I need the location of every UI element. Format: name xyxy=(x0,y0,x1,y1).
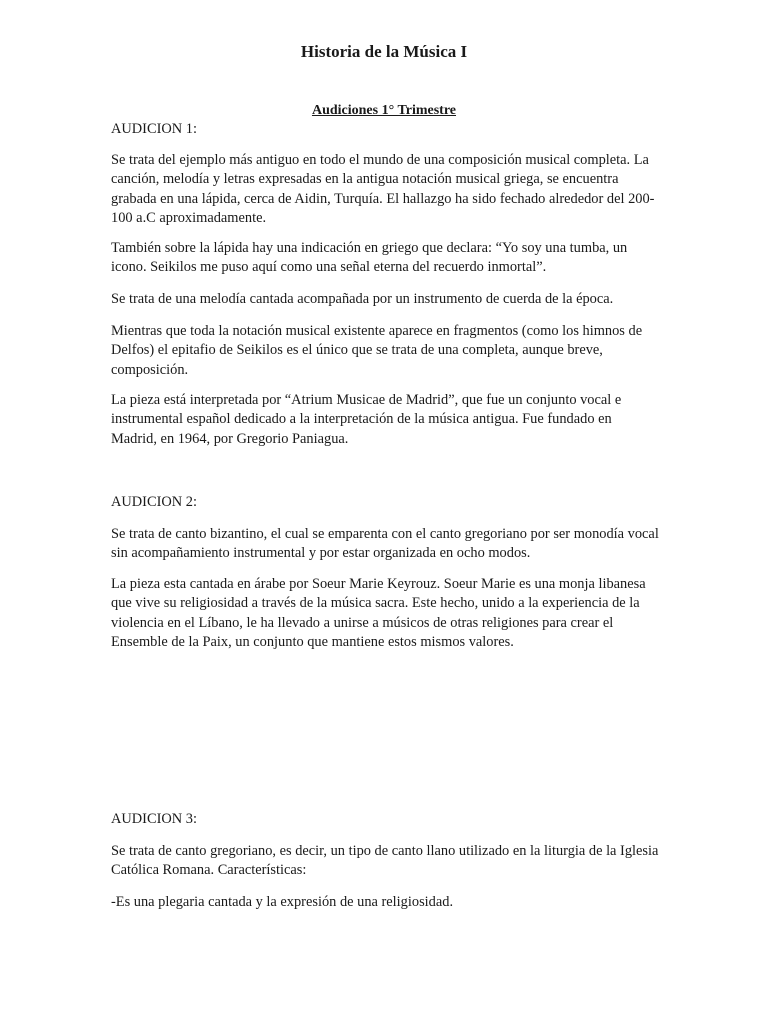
section-1-paragraph-5: La pieza está interpretada por “Atrium Musicae de Madrid”, que fue un conjunto vocal e instrumental español dedicado a la interpretación de la música antigua. Fue fundado en Madrid, en 1964, por Gregorio Paniagua. xyxy=(111,392,622,447)
document-subtitle: Audiciones 1° Trimestre xyxy=(311,103,457,118)
section-1-paragraph-4: Mientras que toda la notación musical existente aparece en fragmentos (como los himnos de Delfos) el epitafio de Seikilos es el único que se trata de una completa, aunque breve, composición. xyxy=(111,323,643,378)
section-2-heading: AUDICION 2: xyxy=(111,494,197,510)
section-1-heading: AUDICION 1: xyxy=(111,121,197,137)
section-3-paragraph-2: -Es una plegaria cantada y la expresión de una religiosidad. xyxy=(111,894,454,910)
section-1-paragraph-2: También sobre la lápida hay una indicación en griego que declara: “Yo soy una tumba, un icono. Seikilos me puso aquí como una señal eterna del recuerdo inmortal”. xyxy=(111,240,628,276)
section-3-heading: AUDICION 3: xyxy=(111,811,197,827)
document-title: Historia de la Música I xyxy=(300,42,468,61)
section-1-paragraph-3: Se trata de una melodía cantada acompañada por un instrumento de cuerda de la época. xyxy=(111,291,614,307)
section-2-paragraph-1: Se trata de canto bizantino, el cual se emparenta con el canto gregoriano por ser monodía vocal sin acompañamiento instrumental y por estar organizada en ocho modos. xyxy=(111,526,659,562)
section-2-paragraph-2: La pieza esta cantada en árabe por Soeur Marie Keyrouz. Soeur Marie es una monja libanesa que vive su religiosidad a través de la música sacra. Este hecho, unido a la experiencia de la violencia en el Líbano, le ha llevado a unirse a músicos de otras religiones para crear el Ensemble de la Paix, un conjunto que mantiene estos mismos valores. xyxy=(111,576,646,650)
section-3-paragraph-1: Se trata de canto gregoriano, es decir, un tipo de canto llano utilizado en la liturgia de la Iglesia Católica Romana. Características: xyxy=(111,843,659,879)
section-1-paragraph-1: Se trata del ejemplo más antiguo en todo el mundo de una composición musical completa. La canción, melodía y letras expresadas en la antigua notación musical griega, se encuentra grabada en una lápida, cerca de Aidin, Turquía. El hallazgo ha sido fechado alrededor del 200-100 a.C aproximadamente. xyxy=(111,152,655,226)
